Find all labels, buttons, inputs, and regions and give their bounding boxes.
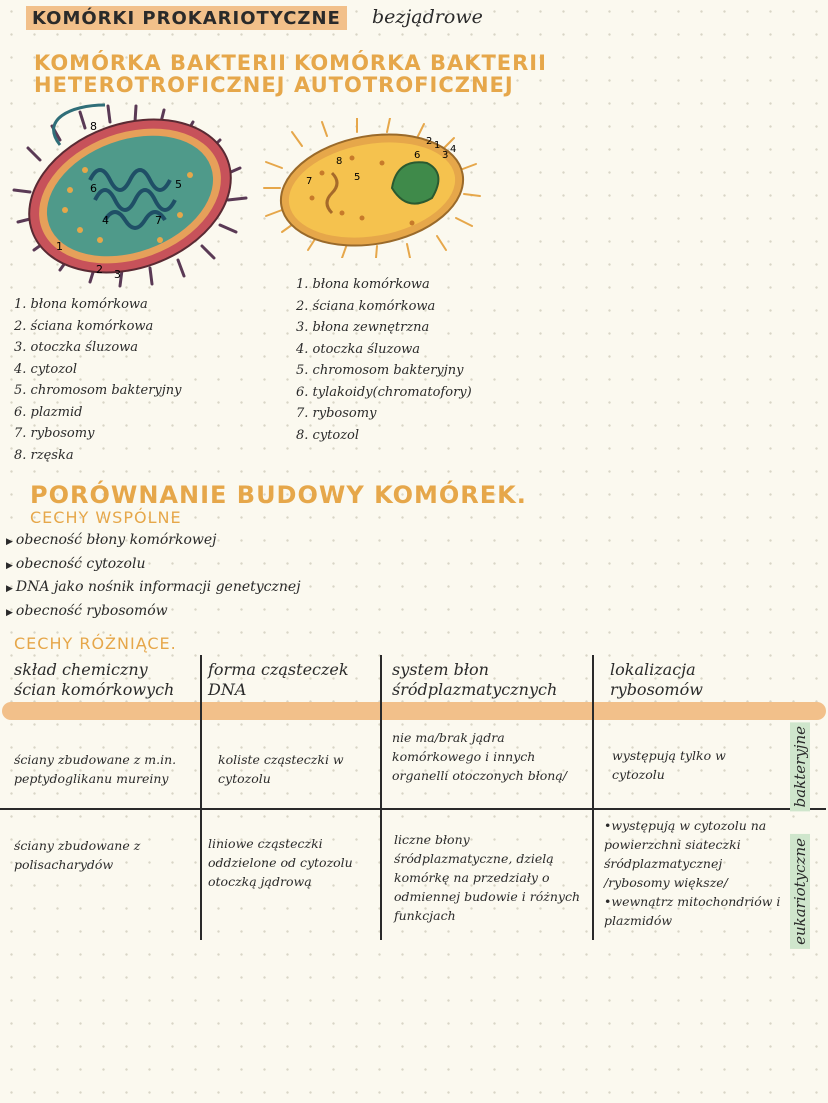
table-header-ribosomes: lokalizacja rybosomów <box>610 660 703 699</box>
comparison-heading: PORÓWNANIE BUDOWY KOMÓREK. <box>30 481 527 509</box>
legend-item: 6. plazmid <box>14 404 83 420</box>
table-divider <box>380 655 382 940</box>
right-cell-number-3: 3 <box>442 150 449 161</box>
heterotrophic-bacterium-illustration <box>10 100 260 290</box>
legend-item: 4. otoczka śluzowa <box>296 341 421 357</box>
legend-item: 3. otoczka śluzowa <box>14 340 139 355</box>
table-cell: •występują w cytozolu na powierzchni siateczki śródplazmatycznej /rybosomy większe/ •wewnątrz mitochondriów i plazmidów <box>604 818 781 928</box>
right-cell-legend <box>296 274 472 446</box>
left-cell-number-4: 4 <box>102 214 109 227</box>
table-divider <box>592 655 594 940</box>
legend-item: 2. ściana komórkowa <box>296 298 436 314</box>
legend-item: 1. błona komórkowa <box>14 297 148 312</box>
left-cell-heading-line2: HETEROTROFICZNEJ <box>34 73 286 97</box>
row-label-bacterial: bakteryjne <box>790 722 810 811</box>
row-label-eukaryotic: eukariotyczne <box>790 834 810 949</box>
legend-item: 4. cytozol <box>14 361 78 377</box>
right-cell-number-8: 8 <box>336 156 343 167</box>
table-cell: liniowe cząsteczki oddzielone od cytozolu otoczką jądrową <box>208 836 353 889</box>
left-cell-number-5: 5 <box>175 178 182 191</box>
table-row-divider <box>0 808 826 810</box>
table-divider <box>200 655 202 940</box>
legend-item: 2. ściana komórkowa <box>14 318 154 334</box>
page-subtitle: bezjądrowe <box>372 6 483 28</box>
legend-item: 7. rybosomy <box>296 406 377 421</box>
right-cell-number-5: 5 <box>354 172 361 183</box>
legend-item: 3. błona zewnętrzna <box>296 320 430 335</box>
left-cell-legend <box>14 294 182 466</box>
right-cell-number-7: 7 <box>306 176 313 187</box>
table-cell: ściany zbudowane z polisacharydów <box>14 838 141 872</box>
legend-item: 1. błona komórkowa <box>296 277 430 292</box>
header-highlight-band <box>2 702 826 720</box>
left-cell-number-6: 6 <box>90 182 97 195</box>
common-feature-item: ▶ obecność cytozolu <box>6 554 301 578</box>
left-cell-number-2: 2 <box>96 263 103 276</box>
right-cell-heading-line1: KOMÓRKA BAKTERII <box>294 51 547 75</box>
legend-item: 7. rybosomy <box>14 426 95 441</box>
autotrophic-bacterium-illustration <box>262 118 482 258</box>
left-cell-number-1: 1 <box>56 240 63 253</box>
left-cell-number-3: 3 <box>114 268 121 281</box>
left-cell-number-7: 7 <box>155 214 162 227</box>
legend-item: 5. chromosom bakteryjny <box>296 363 464 378</box>
common-feature-item: ▶ DNA jako nośnik informacji genetycznej <box>6 577 301 601</box>
table-cell: liczne błony śródplazmatyczne, dzielą komórkę na przedziały o odmiennej budowie i różnych funkcjach <box>394 832 580 923</box>
table-cell: ściany zbudowane z m.in. peptydoglikanu mureiny <box>14 752 177 786</box>
table-cell: nie ma/brak jądra komórkowego i innych organelli otoczonych błoną/ <box>392 730 567 783</box>
left-cell-number-8: 8 <box>90 120 97 133</box>
left-cell-heading-line1: KOMÓRKA BAKTERII <box>34 51 287 75</box>
table-cell: koliste cząsteczki w cytozolu <box>218 752 344 786</box>
common-features-heading: CECHY WSPÓLNE <box>30 508 182 527</box>
right-cell-heading <box>294 52 547 96</box>
common-feature-item: ▶ obecność błony komórkowej <box>6 530 301 554</box>
common-feature-item: ▶ obecność rybosomów <box>6 601 301 625</box>
table-header-membranes: system błon śródplazmatycznych <box>392 660 558 699</box>
legend-item: 5. chromosom bakteryjny <box>14 383 182 398</box>
right-cell-number-1: 1 <box>434 140 441 151</box>
table-cell: występują tylko w cytozolu <box>612 748 726 782</box>
table-header-dna: forma cząsteczek DNA <box>208 660 349 699</box>
right-cell-heading-line2: AUTOTROFICZNEJ <box>294 73 514 97</box>
right-cell-number-4: 4 <box>450 144 457 155</box>
page-title: KOMÓRKI PROKARIOTYCZNE <box>26 6 347 30</box>
differing-features-heading: CECHY RÓŻNIĄCE. <box>14 634 177 653</box>
legend-item: 8. cytozol <box>296 427 360 443</box>
legend-item: 6. tylakoidy(chromatofory) <box>296 384 472 400</box>
table-header-cell-wall: skład chemiczny ścian komórkowych <box>14 660 175 699</box>
right-cell-number-2: 2 <box>426 136 433 147</box>
legend-item: 8. rzęska <box>14 447 74 463</box>
right-cell-number-6: 6 <box>414 150 421 161</box>
common-features-list <box>6 530 301 624</box>
left-cell-heading <box>34 52 287 96</box>
